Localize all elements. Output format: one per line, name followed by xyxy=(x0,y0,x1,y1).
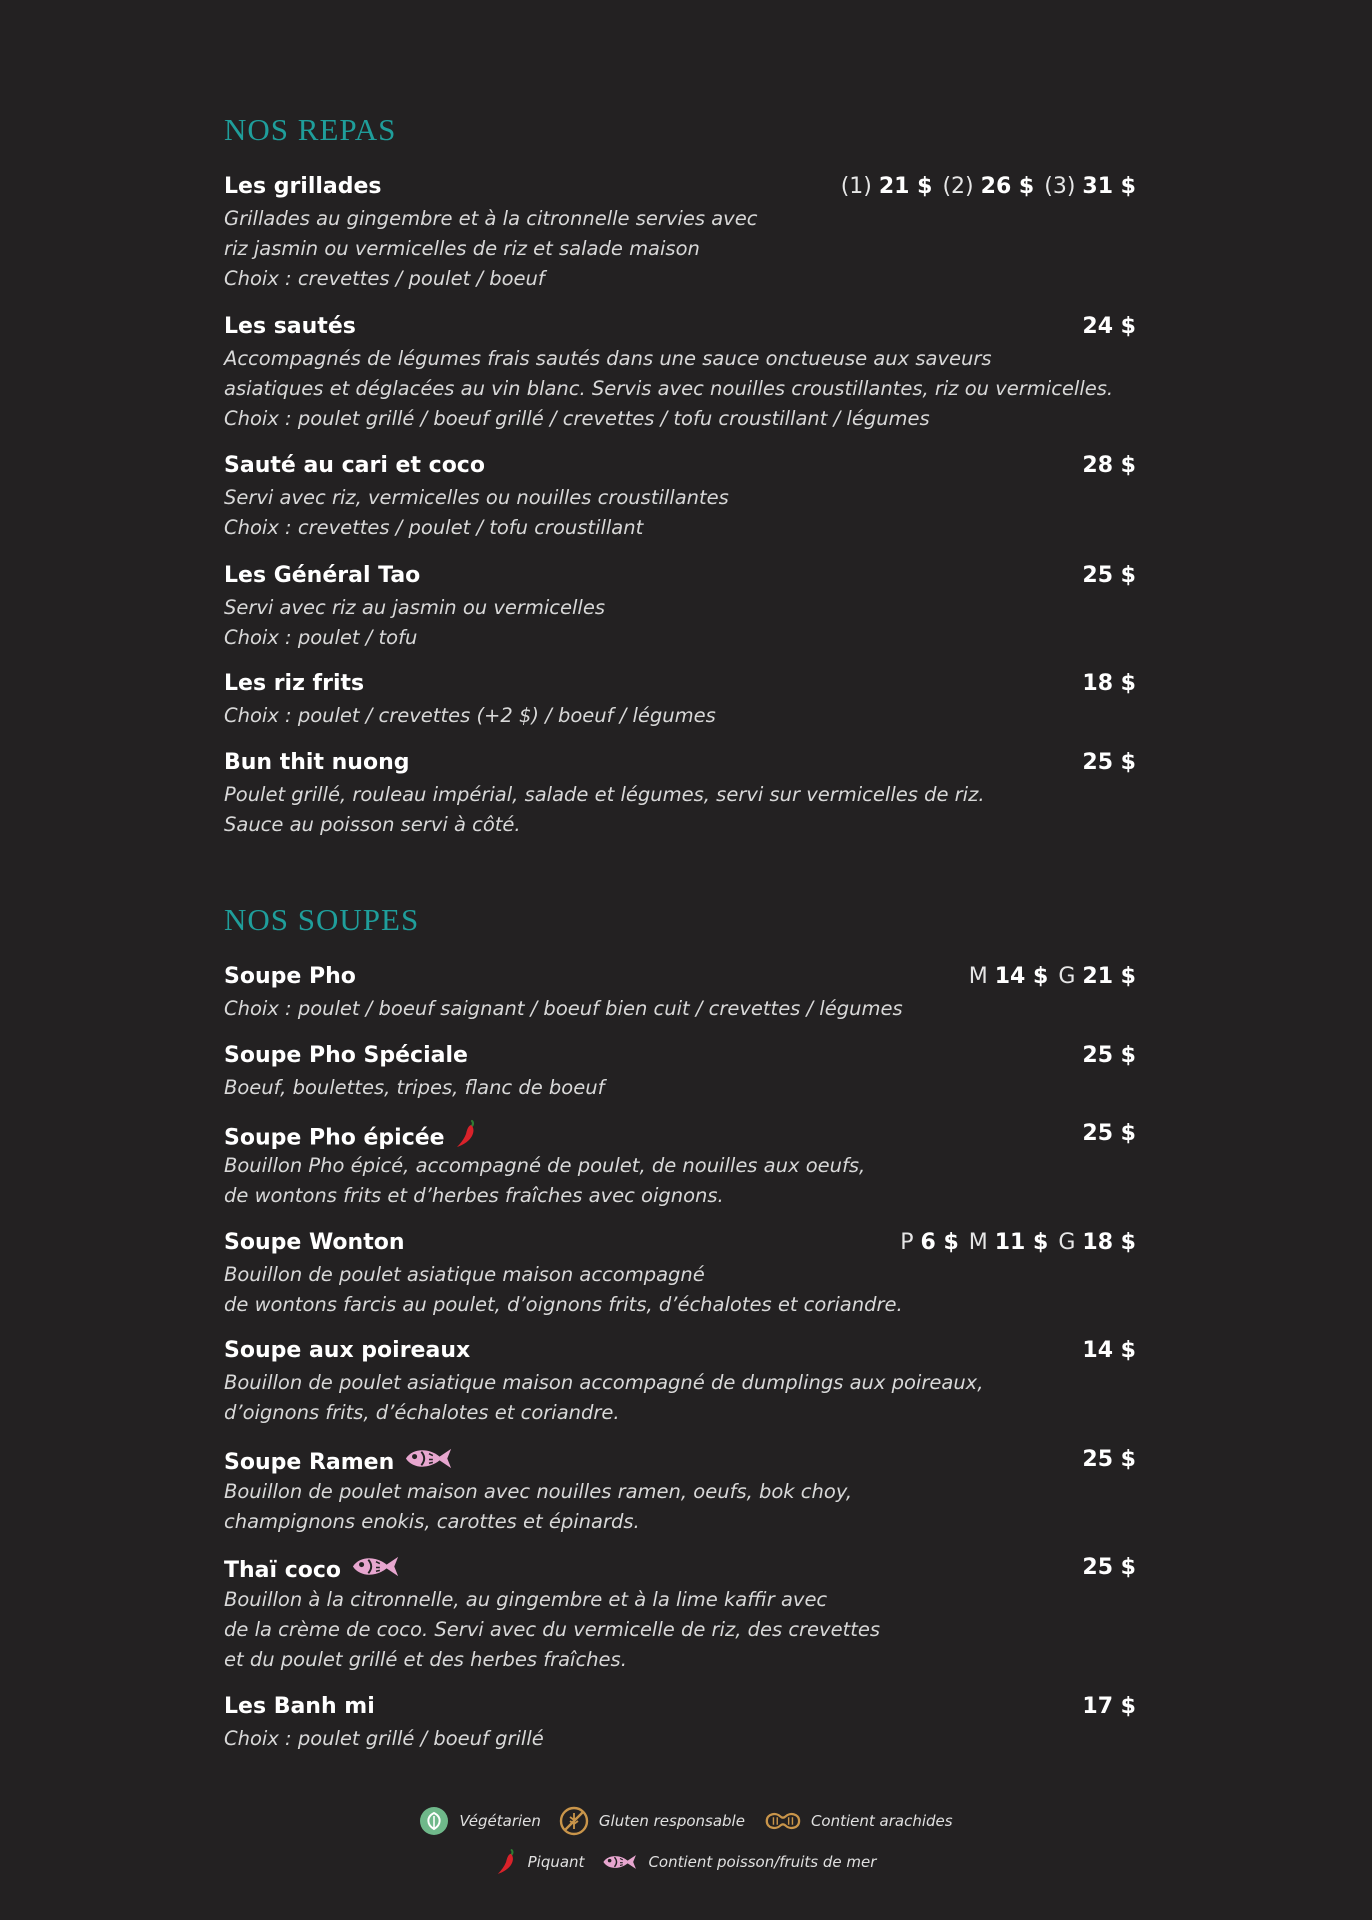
menu-item-price xyxy=(1082,561,1136,591)
legend-entry xyxy=(763,1809,953,1833)
price-amount: 25 $ xyxy=(1082,563,1136,588)
menu-item-description: Servi avec riz, vermicelles ou nouilles croustillantes xyxy=(224,486,729,509)
legend-label: Gluten responsable xyxy=(598,1812,745,1830)
menu-item-price xyxy=(1082,1041,1136,1071)
price-amount: 21 $ xyxy=(1082,964,1136,989)
menu-item-description: Choix : poulet / boeuf saignant / boeuf bien cuit / crevettes / légumes xyxy=(224,997,903,1020)
section-title: NOS SOUPES xyxy=(224,902,420,937)
menu-item xyxy=(224,1445,1136,1537)
menu-item-description: Bouillon de poulet maison avec nouilles ramen, oeufs, bok choy, xyxy=(224,1480,853,1503)
menu-item-name xyxy=(224,962,356,992)
menu-item-name-text: Les Général Tao xyxy=(224,563,421,588)
menu-item-price xyxy=(1082,1336,1136,1366)
menu-item-price xyxy=(1082,1692,1136,1722)
menu-item-name xyxy=(224,669,364,699)
price-amount: 31 $ xyxy=(1082,174,1136,199)
menu-item-name xyxy=(224,172,382,202)
menu-item-header xyxy=(224,1228,1136,1260)
price-amount: 21 $ xyxy=(878,174,933,199)
menu-item-name xyxy=(224,312,356,342)
menu-item-description: Poulet grillé, rouleau impérial, salade et légumes, servi sur vermicelles de riz. xyxy=(224,783,985,806)
legend-entry xyxy=(496,1848,585,1876)
price-amount: 18 $ xyxy=(1082,1230,1136,1255)
menu-item-name xyxy=(224,1553,401,1589)
menu-item xyxy=(224,451,1136,543)
menu-item-price xyxy=(1082,669,1136,699)
menu-item-description: Choix : crevettes / poulet / boeuf xyxy=(224,267,545,290)
menu-item xyxy=(224,1336,1136,1428)
menu-item-description: Servi avec riz au jasmin ou vermicelles xyxy=(224,596,605,619)
menu-item xyxy=(224,1692,1136,1754)
legend-entry xyxy=(602,1852,876,1872)
price-amount: 6 $ xyxy=(920,1230,959,1255)
menu-item-description: et du poulet grillé et des herbes fraîches. xyxy=(224,1648,627,1671)
menu-item xyxy=(224,1228,1136,1320)
legend-label: Piquant xyxy=(527,1853,585,1871)
legend-row xyxy=(0,1848,1372,1876)
menu-item xyxy=(224,312,1136,434)
menu-item-name-text: Les grillades xyxy=(224,174,382,199)
menu-item-description: Accompagnés de légumes frais sautés dans une sauce onctueuse aux saveurs xyxy=(224,347,992,370)
menu-item xyxy=(224,748,1136,840)
menu-item-description: de la crème de coco. Servi avec du vermicelle de riz, des crevettes xyxy=(224,1618,881,1641)
fish-icon xyxy=(351,1553,401,1589)
menu-item-description: Bouillon de poulet asiatique maison accompagné xyxy=(224,1263,705,1286)
menu-item-description: Choix : crevettes / poulet / tofu croustillant xyxy=(224,516,644,539)
legend-entry xyxy=(419,1806,541,1836)
menu-item-header xyxy=(224,451,1136,483)
menu-item-price xyxy=(1082,312,1136,342)
menu-item-header xyxy=(224,312,1136,344)
price-amount: 25 $ xyxy=(1082,1121,1136,1146)
menu-item xyxy=(224,669,1136,731)
menu-item-price xyxy=(900,1228,1136,1258)
price-size-label: (1) xyxy=(840,174,872,199)
menu-item-description: Boeuf, boulettes, tripes, flanc de boeuf xyxy=(224,1076,605,1099)
menu-item-description: Choix : poulet grillé / boeuf grillé / crevettes / tofu croustillant / légumes xyxy=(224,407,930,430)
legend-label: Végétarien xyxy=(459,1812,541,1830)
menu-item-header xyxy=(224,748,1136,780)
price-amount: 25 $ xyxy=(1082,1555,1136,1580)
menu-item-description: Choix : poulet / crevettes (+2 $) / boeuf / légumes xyxy=(224,704,716,727)
menu-item-description: de wontons farcis au poulet, d’oignons frits, d’échalotes et coriandre. xyxy=(224,1293,903,1316)
menu-item xyxy=(224,561,1136,653)
menu-item-price xyxy=(1082,1445,1136,1475)
menu-item-price xyxy=(1082,451,1136,481)
menu-item xyxy=(224,962,1136,1024)
price-amount: 11 $ xyxy=(994,1230,1049,1255)
menu-item-header xyxy=(224,561,1136,593)
menu-item-name xyxy=(224,748,410,778)
menu-item-name-text: Les Banh mi xyxy=(224,1694,375,1719)
price-amount: 26 $ xyxy=(980,174,1035,199)
menu-item-description: Bouillon Pho épicé, accompagné de poulet, de nouilles aux oeufs, xyxy=(224,1154,866,1177)
menu-item-name-text: Soupe aux poireaux xyxy=(224,1338,471,1363)
menu-item-name-text: Les sautés xyxy=(224,314,356,339)
price-size-label: P xyxy=(900,1230,914,1255)
price-amount: 24 $ xyxy=(1082,314,1136,339)
price-size-label: G xyxy=(1058,1230,1076,1255)
menu-item-description: Grillades au gingembre et à la citronnelle servies avec xyxy=(224,207,758,230)
menu-item-name xyxy=(224,1692,375,1722)
price-size-label: (3) xyxy=(1044,174,1076,199)
price-amount: 25 $ xyxy=(1082,750,1136,775)
menu-item-description: Bouillon à la citronnelle, au gingembre et à la lime kaffir avec xyxy=(224,1588,828,1611)
price-amount: 25 $ xyxy=(1082,1043,1136,1068)
menu-item-price xyxy=(969,962,1136,992)
menu-item-header xyxy=(224,1119,1136,1151)
price-amount: 14 $ xyxy=(994,964,1049,989)
menu-item-header xyxy=(224,1692,1136,1724)
menu-item-name xyxy=(224,561,420,591)
legend-entry xyxy=(559,1806,745,1836)
menu-item-name-text: Soupe Pho xyxy=(224,964,356,989)
legend-label: Contient arachides xyxy=(810,1812,953,1830)
menu-item-name-text: Soupe Wonton xyxy=(224,1230,405,1255)
menu-item-description: Sauce au poisson servi à côté. xyxy=(224,813,521,836)
menu-item-description: Bouillon de poulet asiatique maison accompagné de dumplings aux poireaux, xyxy=(224,1371,984,1394)
menu-item-name-text: Soupe Pho épicée xyxy=(224,1125,445,1151)
menu-item-description: de wontons frits et d’herbes fraîches avec oignons. xyxy=(224,1184,724,1207)
menu-item-price xyxy=(1082,748,1136,778)
menu-item-price xyxy=(841,172,1136,202)
price-amount: 14 $ xyxy=(1082,1338,1136,1363)
menu-item-header xyxy=(224,1336,1136,1368)
fish-icon xyxy=(404,1445,454,1481)
price-amount: 28 $ xyxy=(1082,453,1136,478)
menu-item-name-text: Thaï coco xyxy=(224,1558,342,1583)
menu-item-name-text: Sauté au cari et coco xyxy=(224,453,485,478)
price-size-label: (2) xyxy=(942,174,974,199)
price-size-label: G xyxy=(1058,964,1076,989)
chili-pepper-icon xyxy=(496,1848,528,1876)
menu-item-header xyxy=(224,1445,1136,1477)
menu-item xyxy=(224,1553,1136,1675)
price-size-label: M xyxy=(968,964,988,989)
menu-item-name xyxy=(224,1445,454,1481)
menu-item-name-text: Bun thit nuong xyxy=(224,750,410,775)
price-amount: 25 $ xyxy=(1082,1447,1136,1472)
menu-item-header xyxy=(224,962,1136,994)
fish-icon xyxy=(602,1852,648,1872)
menu-item-description: d’oignons frits, d’échalotes et coriandre. xyxy=(224,1401,620,1424)
menu-item-name xyxy=(224,1041,468,1071)
menu-item-name xyxy=(224,1228,405,1258)
menu-item-name-text: Les riz frits xyxy=(224,671,365,696)
menu-item-description: Choix : poulet grillé / boeuf grillé xyxy=(224,1727,544,1750)
menu-item-name xyxy=(224,1119,479,1158)
menu-item-description: riz jasmin ou vermicelles de riz et salade maison xyxy=(224,237,700,260)
menu-item-header xyxy=(224,1553,1136,1585)
menu-item xyxy=(224,172,1136,294)
legend-label: Contient poisson/fruits de mer xyxy=(648,1853,877,1871)
menu-item-price xyxy=(1082,1119,1136,1149)
menu-item-name xyxy=(224,451,485,481)
menu-item xyxy=(224,1041,1136,1103)
price-amount: 18 $ xyxy=(1082,671,1136,696)
menu-item xyxy=(224,1119,1136,1211)
menu-item-description: Choix : poulet / tofu xyxy=(224,626,418,649)
menu-item-name xyxy=(224,1336,470,1366)
section-title: NOS REPAS xyxy=(224,112,397,147)
chili-pepper-icon xyxy=(455,1119,479,1158)
menu-item-price xyxy=(1082,1553,1136,1583)
menu-item-description: champignons enokis, carottes et épinards. xyxy=(224,1510,640,1533)
menu-item-description: asiatiques et déglacées au vin blanc. Servis avec nouilles croustillantes, riz ou vermicelles. xyxy=(224,377,1114,400)
gluten-icon xyxy=(559,1806,599,1836)
peanut-icon xyxy=(763,1809,811,1833)
menu-item-header xyxy=(224,1041,1136,1073)
menu-item-name-text: Soupe Ramen xyxy=(224,1450,395,1475)
menu-item-name-text: Soupe Pho Spéciale xyxy=(224,1043,468,1068)
price-amount: 17 $ xyxy=(1082,1694,1136,1719)
menu-item-header xyxy=(224,669,1136,701)
vegetarian-icon xyxy=(419,1806,459,1836)
menu-item-header xyxy=(224,172,1136,204)
price-size-label: M xyxy=(968,1230,988,1255)
legend-row xyxy=(0,1806,1372,1836)
